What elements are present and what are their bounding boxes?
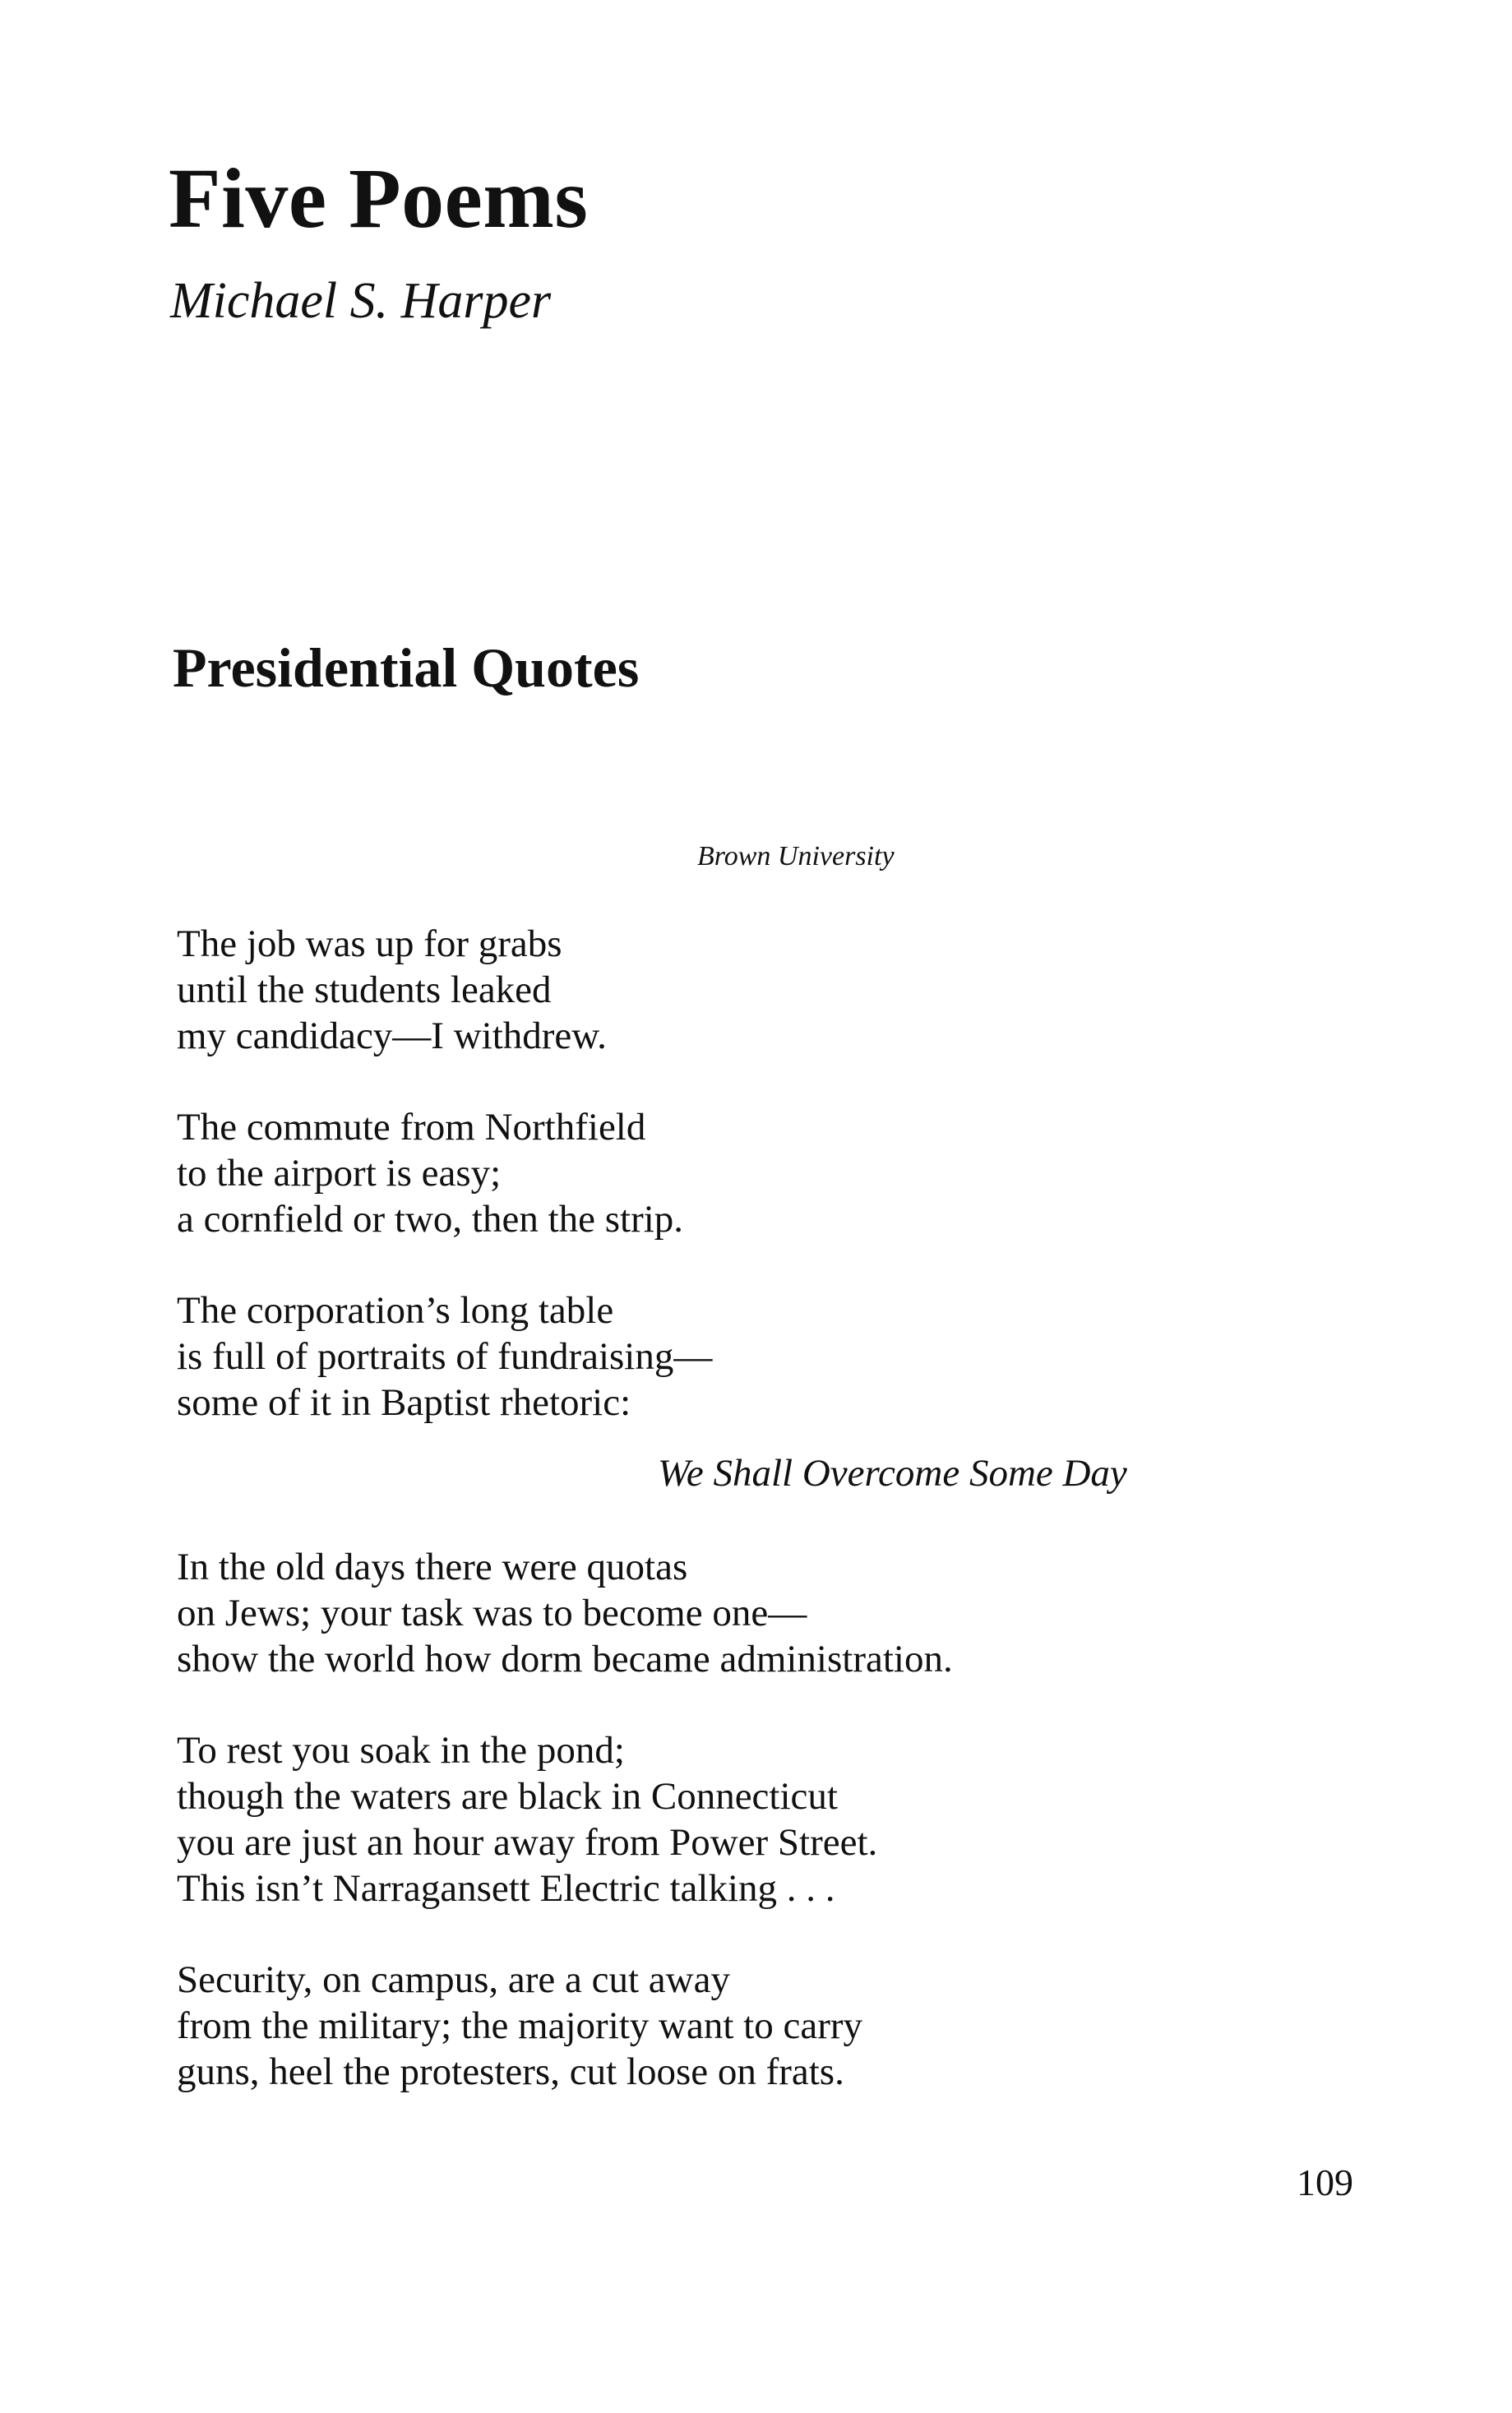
section-title: Five Poems: [169, 151, 589, 246]
poem-title: Presidential Quotes: [173, 636, 640, 699]
author-name: Michael S. Harper: [170, 273, 552, 329]
poem-quoted-line: We Shall Overcome Some Day: [658, 1452, 1127, 1495]
poem-line: until the students leaked: [177, 968, 552, 1011]
poem-body: [177, 921, 1410, 2140]
poem-line: Security, on campus, are a cut away: [177, 1958, 730, 2001]
poem-line: my candidacy—I withdrew.: [177, 1015, 607, 1057]
poem-line: some of it in Baptist rhetoric:: [177, 1381, 631, 1424]
poem-line: show the world how dorm became administration.: [177, 1638, 953, 1680]
poem-line: is full of portraits of fundraising—: [177, 1335, 713, 1378]
page-number: 109: [1297, 2161, 1353, 2203]
poem-line: you are just an hour away from Power Street.: [177, 1821, 878, 1864]
poem-line: The job was up for grabs: [177, 922, 562, 965]
stanza: [177, 921, 1410, 1059]
stanza: [177, 1287, 1410, 1426]
poem-line: though the waters are black in Connecticut: [177, 1775, 838, 1818]
stanza: [177, 1544, 1410, 1682]
stanza: [177, 1957, 1410, 2095]
poem-line: on Jews; your task was to become one—: [177, 1592, 807, 1634]
poem-line: The commute from Northfield: [177, 1106, 646, 1149]
poem-line: In the old days there were quotas: [177, 1546, 688, 1588]
stanza: [177, 1727, 1410, 1911]
poem-line: guns, heel the protesters, cut loose on frats.: [177, 2050, 844, 2093]
poem-line: to the airport is easy;: [177, 1152, 502, 1195]
stanza: [177, 1104, 1410, 1242]
poem-line: To rest you soak in the pond;: [177, 1729, 625, 1772]
poem-dedication: Brown University: [697, 841, 895, 871]
poem-line: The corporation’s long table: [177, 1289, 614, 1332]
poem-line: a cornfield or two, then the strip.: [177, 1198, 684, 1241]
poem-line: This isn’t Narragansett Electric talking . . .: [177, 1867, 835, 1910]
poem-line: from the military; the majority want to carry: [177, 2004, 862, 2047]
